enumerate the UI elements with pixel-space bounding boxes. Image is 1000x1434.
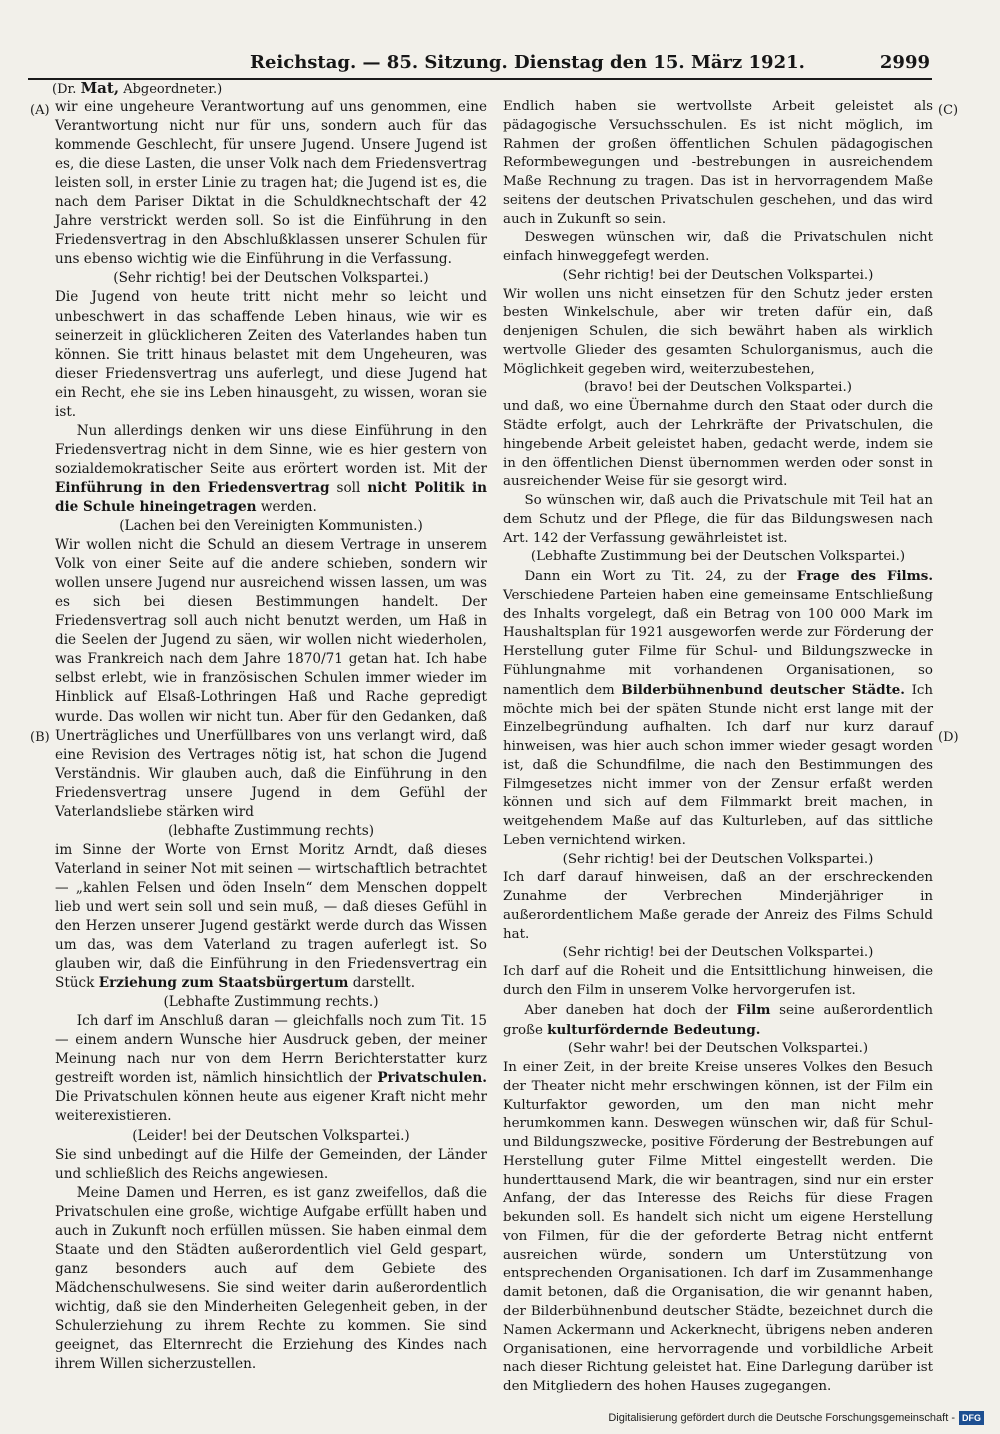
paragraph: Wir wollen nicht die Schuld an diesem Vertrage in unserem Volk von einer Seite auf die andere schieben, sondern wir wollen unsere Jugend nur ausreichend wissen lassen, um was es sich bei diesen Bestimmungen handelt. Der Friedensvertrag soll auch nicht benutzt werden, um Haß in die Seelen der Jugend zu säen, wir wollen nicht wiederholen, was Frankreich nach dem Jahre 1870/71 getan hat. Ich habe selbst erlebt, wie in französischen Schulen immer wieder im Hinblick auf Elsaß-Lothringen Haß und Rache gepredigt wurde. Das wollen wir nicht tun. Aber für den Gedanken, daß Unerträgliches und Unerfüllbares von uns verlangt wird, daß eine Revision des Vertrages nötig ist, hat schon die Jugend Verständnis. Wir glauben auch, daß die Einführung in den Friedensvertrag unsere Jugend in dem Gefühl der Vaterlandsliebe stärken wird bbox=[55, 537, 487, 820]
interjection: (Sehr richtig! bei der Deutschen Volkspartei.) bbox=[562, 267, 874, 283]
paragraph: Dann ein Wort zu Tit. 24, zu der Frage des Films. Verschiedene Parteien haben eine gemeinsame Entschließung des Inhalts vorgelegt, daß ein Betrag von 100 000 Mark im Haushaltsplan für 1921 ausgeworfen werde zur Förderung der Herstellung guter Filme für Schul- und Bildungszwecke in Fühlungnahme mit vorhandenen Organisationen, so namentlich dem Bilderbühnenbund deutscher Städte. Ich möchte mich bei der späten Stunde nicht erst lange mit der Einzelbegründung aufhalten. Ich darf nur kurz darauf hinweisen, was hier auch schon immer wieder gesagt worden ist, daß die Schundfilme, die nach den Bestimmungen des Filmgesetzes nicht immer von der Zensur erfaßt werden können und sich auf dem Filmmarkt breit machen, in weitgehendem Maße auf das Kulturleben, auf das sittliche Leben vernichtend wirken. bbox=[503, 568, 934, 848]
paragraph: Meine Damen und Herren, es ist ganz zweifellos, daß die Privatschulen eine große, wichtige Aufgabe erfüllt haben und auch in Zukunft noch erfüllen müssen. Sie haben einmal dem Staate und den Städten außerordentlich viel Geld gespart, ganz besonders auch auf dem Gebiete des Mädchenschulwesens. Sie sind weiter darin außerordentlich wichtig, daß sie den Minderheiten Gelegenheit geben, in der Schulerziehung zu ihrem Rechte zu kommen. Sie sind geeignet, das Elternrecht die Erziehung des Kindes nach ihrem Willen sicherzustellen. bbox=[55, 1184, 487, 1373]
paragraph: Aber daneben hat doch der Film seine außerordentlich große kulturfördernde Bedeutung. bbox=[503, 1001, 933, 1038]
digitization-footer bbox=[608, 1411, 984, 1425]
paragraph: Ich darf im Anschluß daran — gleichfalls noch zum Tit. 15 — einem andern Wunsche hier Ausdruck geben, der meiner Meinung nach nur von dem Herrn Berichterstatter kurz gestreift worden ist, nämlich hinsichtlich der Privatschulen. Die Privatschulen können heute aus eigener Kraft nicht mehr weiterexistieren. bbox=[55, 1013, 487, 1125]
margin-marker-d: (D) bbox=[938, 730, 959, 745]
bold-phrase: Frage des Films. bbox=[796, 568, 933, 585]
interjection: (bravo! bei der Deutschen Volkspartei.) bbox=[584, 380, 852, 396]
margin-marker-a: (A) bbox=[30, 103, 50, 118]
paragraph: Nun allerdings denken wir uns diese Einführung in den Friedensvertrag nicht in dem Sinne, wie es hier gestern von sozialdemokratischer Seite aus erörtert worden ist. Mit der Einführung in den Friedensvertrag soll nicht Politik in die Schule hineingetragen werden. bbox=[55, 422, 487, 515]
right-column bbox=[503, 98, 933, 1397]
paragraph: und daß, wo eine Übernahme durch den Staat oder durch die Städte erfolgt, auch der Lehrkräfte der Privatschulen, die hingebende Arbeit geleistet haben, gedacht werde, indem sie in den öffentlichen Dienst übernommen werden oder sonst in ausreichender Weise für sie gesorgt wird. bbox=[503, 399, 933, 490]
bold-phrase: Privatschulen. bbox=[377, 1070, 487, 1087]
footer-text: Digitalisierung gefördert durch die Deutsche Forschungsgemeinschaft - bbox=[608, 1412, 955, 1424]
interjection: (Leider! bei der Deutschen Volkspartei.) bbox=[132, 1127, 410, 1144]
header-title: Reichstag. — 85. Sitzung. Dienstag den 15. März 1921. bbox=[250, 52, 805, 73]
paragraph: So wünschen wir, daß auch die Privatschule mit Teil hat an dem Schutz und der Pflege, die für das Bildungswesen nach Art. 142 der Verfassung gewährleistet ist. bbox=[503, 493, 933, 546]
paragraph: Endlich haben sie wertvollste Arbeit geleistet als pädagogische Versuchsschulen. Es ist nicht möglich, im Rahmen der großen öffentlichen Schulen pädagogischen Reformbewegungen und -bestrebungen in ausreichendem Maße Rechnung zu tragen. Das ist in hervorragendem Maße seitens der deutschen Privatschulen geschehen, und das wird auch in Zukunft so sein. bbox=[503, 99, 933, 227]
interjection: (Lebhafte Zustimmung bei der Deutschen Volkspartei.) bbox=[530, 549, 906, 565]
paragraph: In einer Zeit, in der breite Kreise unseres Volkes den Besuch der Theater nicht mehr erschwingen können, ist der Film ein Kulturfaktor geworden, um den man nicht mehr herumkommen kann. Deswegen wünschen wir, daß für Schul- und Bildungszwecke, positive Förderung der Bestrebungen auf Herstellung guter Filme Mittel eingestellt werden. Die hunderttausend Mark, die wir beantragen, sind nur ein erster Anfang, der das Interesse des Reichs für diese Fragen bekunden soll. Es handelt sich nicht um eigene Herstellung von Filmen, für die der geforderte Betrag nicht entfernt ausreichen würde, sondern um Unterstützung von entsprechenden Organisationen. Ich darf im Zusammenhange damit betonen, daß die Organisation, die wir genannt haben, der Bilderbühnenbund deutscher Städte, bezeichnet durch die Namen Ackermann und Ackerknecht, übrigens neben anderen Organisationen, eine hervorragende und vorbildliche Arbeit nach dieser Richtung geleistet hat. Eine Darlegung darüber ist den Mitgliedern des hohen Hauses zugegangen. bbox=[503, 1060, 933, 1395]
bold-phrase: Film bbox=[736, 1001, 771, 1018]
paragraph: Die Jugend von heute tritt nicht mehr so leicht und unbeschwert in das schaffende Leben hinaus, wie wir es seinerzeit in glücklicheren Zeiten des Vaterlandes haben tun können. Sie tritt hinaus belastet mit dem Ungeheuren, was dieser Friedensvertrag uns auferlegt, und diese Jugend hat ein Recht, ehe sie ins Leben hinausgeht, zu wissen, woran sie ist. bbox=[55, 289, 487, 420]
interjection: (Sehr richtig! bei der Deutschen Volkspartei.) bbox=[562, 945, 874, 961]
paragraph: Sie sind unbedingt auf die Hilfe der Gemeinden, der Länder und schließlich des Reichs angewiesen. bbox=[55, 1146, 487, 1182]
interjection: (Sehr richtig! bei der Deutschen Volkspartei.) bbox=[113, 270, 429, 287]
page-number: 2999 bbox=[879, 52, 930, 73]
dfg-logo: DFG bbox=[959, 1411, 984, 1425]
paragraph: Ich darf auf die Roheit und die Entsittlichung hinweisen, die durch den Film in unserem Volke hervorgerufen ist. bbox=[503, 964, 933, 998]
interjection: (Sehr richtig! bei der Deutschen Volkspartei.) bbox=[562, 851, 874, 867]
interjection: (Lachen bei den Vereinigten Kommunisten.) bbox=[119, 518, 423, 535]
interjection: (Lebhafte Zustimmung rechts.) bbox=[163, 994, 379, 1011]
bold-phrase: Bilderbühnenbund deutscher Städte. bbox=[621, 681, 905, 698]
margin-marker-b: (B) bbox=[30, 730, 50, 745]
paragraph: wir eine ungeheure Verantwortung auf uns genommen, eine Verantwortung nicht nur für uns, sondern auch für das kommende Geschlecht, für unsere Jugend. Unsere Jugend ist es, die diese Lasten, die unser Volk nach dem Friedensvertrag leisten soll, in erster Linie zu tragen hat; die Jugend ist es, die nach dem Pariser Diktat in die Schuldknechtschaft der 42 Jahre verstrickt werden soll. So ist die Einführung in den Friedensvertrag in den Abschlußklassen unserer Schulen für uns ebenso wichtig wie die Einführung in die Verfassung. bbox=[55, 99, 487, 268]
paragraph: Ich darf darauf hinweisen, daß an der erschreckenden Zunahme der Verbrechen Minderjähriger in außerordentlichem Maße gerade der Anreiz des Films Schuld hat. bbox=[503, 870, 933, 942]
speaker-prefix: (Dr. bbox=[52, 82, 77, 97]
speaker-name: Mat, bbox=[80, 79, 120, 97]
bold-phrase: Einführung in den Friedensvertrag bbox=[55, 479, 330, 496]
paragraph: Wir wollen uns nicht einsetzen für den Schutz jeder ersten besten Winkelschule, aber wir treten dafür ein, daß denjenigen Schulen, die sich bewährt haben als wirklich wertvolle Glieder des gesamten Schulorganismus, auch die Möglichkeit gegeben wird, weiterzubestehen, bbox=[503, 286, 933, 377]
bold-phrase: nicht Politik in die Schule hineingetragen bbox=[55, 479, 487, 515]
paragraph: im Sinne der Worte von Ernst Moritz Arndt, daß dieses Vaterland in seiner Not mit seinen — wirtschaftlich betrachtet — „kahlen Felsen und öden Inseln“ dem Menschen doppelt lieb und wert sein soll und sein muß, — daß dieses Gefühl in den Herzen unserer Jugend gestärkt werde durch das Wissen um das, was dem Vaterland zu tragen auferlegt ist. So glauben wir, daß die Einführung in den Friedensvertrag ein Stück Erziehung zum Staatsbürgertum darstellt. bbox=[55, 841, 487, 992]
bold-phrase: Erziehung zum Staatsbürgertum bbox=[98, 975, 349, 992]
left-column bbox=[55, 98, 487, 1374]
margin-marker-c: (C) bbox=[938, 103, 959, 118]
speaker-line bbox=[52, 80, 222, 98]
interjection: (lebhafte Zustimmung rechts) bbox=[167, 822, 375, 839]
running-header bbox=[250, 50, 930, 76]
paragraph: Deswegen wünschen wir, daß die Privatschulen nicht einfach hinweggefegt werden. bbox=[503, 230, 933, 265]
speaker-suffix: Abgeordneter.) bbox=[123, 82, 223, 97]
bold-phrase: kulturfördernde Bedeutung. bbox=[547, 1021, 761, 1038]
interjection: (Sehr wahr! bei der Deutschen Volkspartei.) bbox=[567, 1041, 869, 1057]
